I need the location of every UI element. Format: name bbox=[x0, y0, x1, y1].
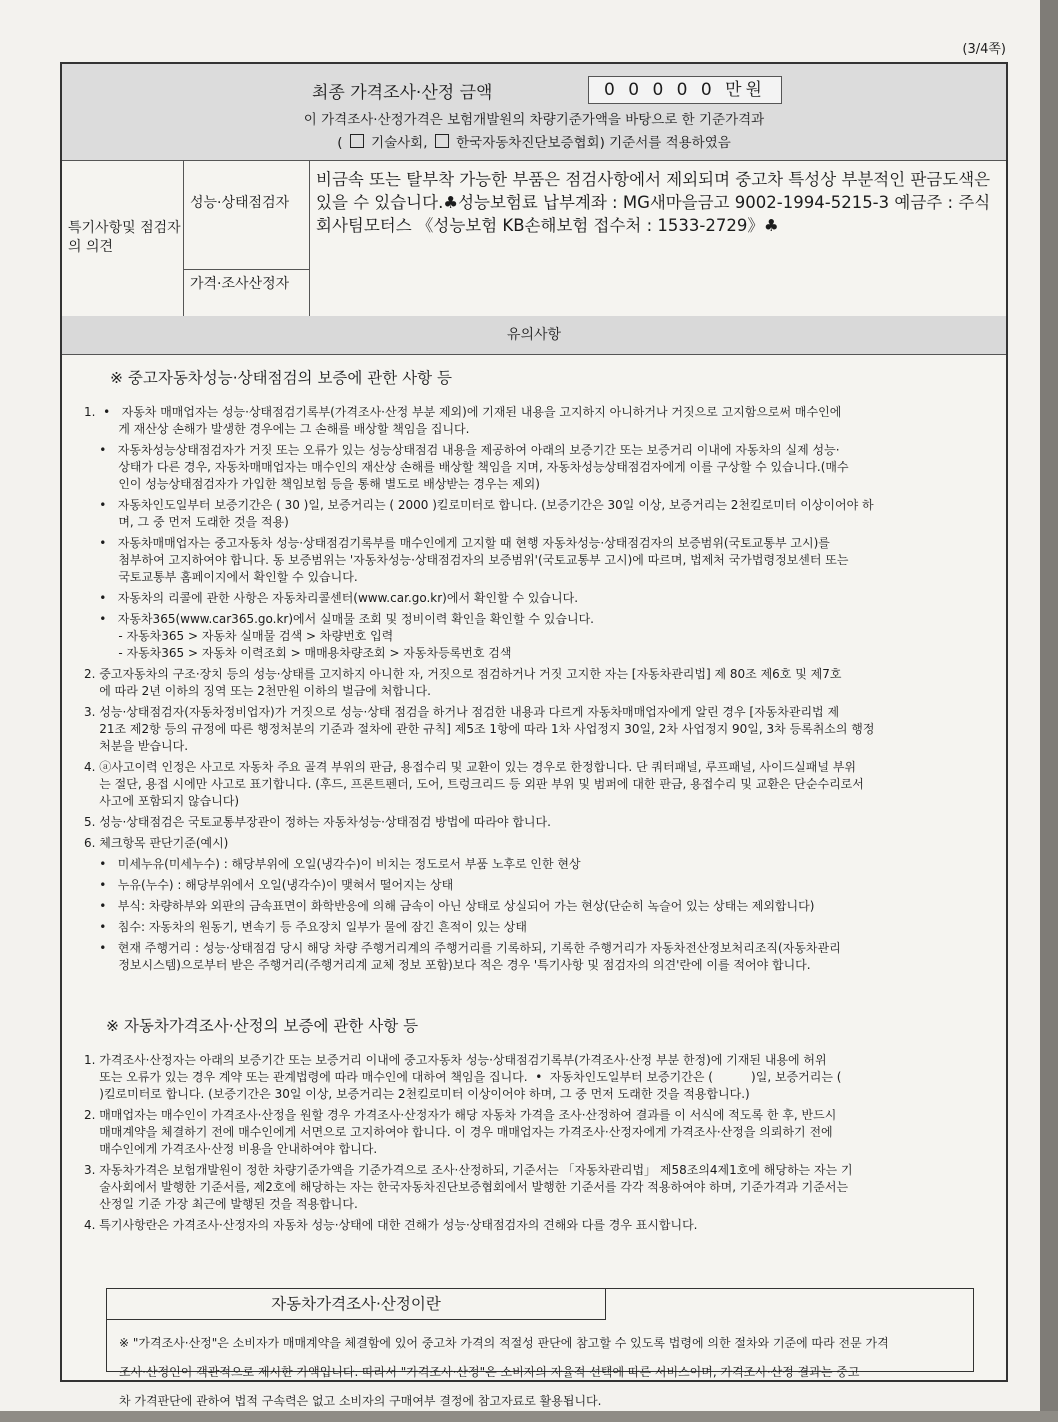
note-line: 21조 제2항 등의 규정에 따른 행정처분의 기준과 절차에 관한 규칙] 제5조 1항에 따라 1차 사업정지 30일, 2차 사업정지 90일, 3차 등록취소의 행정 bbox=[84, 722, 875, 736]
note-line: • 누유(누수) : 해당부위에서 오일(냉각수)이 맺혀서 떨어지는 상태 bbox=[84, 878, 454, 892]
note-line: 게 재산상 손해가 발생한 경우에는 그 손해를 배상할 책임을 집니다. bbox=[84, 422, 470, 436]
note-line: 4. 특기사항란은 가격조사·산정자의 자동차 성능·상태에 대한 견해가 성능·상태점검자의 견해와 다를 경우 표시합니다. bbox=[84, 1218, 698, 1232]
note-line: 2. 매매업자는 매수인이 가격조사·산정을 원할 경우 가격조사·산정자가 해당 자동차 가격을 조사·산정하여 결과를 이 서식에 적도록 한 후, 반드시 bbox=[84, 1108, 837, 1122]
note-line: • 현재 주행거리 : 성능·상태점검 당시 해당 차량 주행거리계의 주행거리를 기록하되, 기록한 주행거리가 자동차전산정보처리조직(자동차관리 bbox=[84, 941, 841, 955]
inspector-opinion-text: 비금속 또는 탈부착 가능한 부품은 점검사항에서 제외되며 중고차 특성상 부분적인 판금도색은 있을 수 있습니다.♣성능보험료 납부계좌 : MG새마을금고 9002-1994-5215-3 예금주 : 주식회사팀모터스 《성능보험 KB손해보험 접수처 : 1533-2729》♣ bbox=[316, 170, 991, 235]
note-line: )킬로미터로 합니다. (보증기간은 30일 이상, 보증거리는 2천킬로미터 이상이어야 하며, 그 중 먼저 도래한 것을 적용합니다.) bbox=[84, 1087, 750, 1101]
note-line: 사고에 포함되지 않습니다) bbox=[84, 794, 240, 808]
section1-notes bbox=[84, 404, 989, 974]
note-line: 처분을 받습니다. bbox=[84, 739, 189, 753]
inspector-label: 성능·상태점검자 bbox=[184, 160, 310, 270]
note-line: 3. 성능·상태점검자(자동차정비업자)가 거짓으로 성능·상태 점검을 하거나 점검한 내용과 다르게 자동차매매업자에게 알린 경우 [자동차관리법 제 bbox=[84, 705, 840, 719]
appraiser-label: 가격·조사산정자 bbox=[184, 270, 310, 316]
page-number: (3/4쪽) bbox=[962, 42, 1006, 57]
note-line: • 침수: 자동차의 원동기, 변속기 등 주요장치 일부가 물에 잠긴 흔적이 있는 상태 bbox=[84, 920, 527, 934]
note-line: 국토교통부 홈페이지에서 확인할 수 있습니다. bbox=[84, 570, 358, 584]
section2-title: ※ 자동차가격조사·산정의 보증에 관한 사항 등 bbox=[106, 1017, 419, 1035]
price-basis-text: 이 가격조사·산정가격은 보험개발원의 차량기준가액을 바탕으로 한 기준가격과 bbox=[303, 112, 765, 128]
note-line: 에 따라 2년 이하의 징역 또는 2천만원 이하의 벌금에 처합니다. bbox=[84, 684, 431, 698]
note-line: • 자동차의 리콜에 관한 사항은 자동차리콜센터(www.car.go.kr)에서 확인할 수 있습니다. bbox=[84, 591, 579, 605]
definition-box bbox=[106, 1288, 974, 1408]
note-line: 산정일 기준 가장 최근에 발행된 것을 적용합니다. bbox=[84, 1197, 358, 1211]
note-line: - 자동차365 > 자동차 실매물 검색 > 차량번호 입력 bbox=[84, 629, 394, 643]
note-line: 3. 자동차가격은 보험개발원이 정한 차량기준가액을 기준가격으로 조사·산정하되, 기준서는 「자동차관리법」 제58조의4제1호에 해당하는 자는 기 bbox=[84, 1163, 853, 1177]
inspection-form bbox=[60, 62, 1008, 1408]
definition-title: 자동차가격조사·산정이란 bbox=[107, 1289, 606, 1320]
special-notes-section bbox=[62, 160, 1006, 317]
note-line: • 자동차인도일부터 보증기간은 ( 30 )일, 보증거리는 ( 2000 )킬로미터로 합니다. (보증기간은 30일 이상, 보증거리는 2천킬로미터 이상이어야 하 bbox=[84, 498, 874, 512]
note-line: 술사회에서 발행한 기준서를, 제2호에 해당하는 자는 한국자동차진단보증협회에서 발행한 기준서를 각각 적용하여야 하며, 기준가격과 기준서는 bbox=[84, 1180, 849, 1194]
note-line: ※ "가격조사·산정"은 소비자가 매매계약을 체결함에 있어 중고차 가격의 적절성 판단에 참고할 수 있도록 법령에 의한 절차와 기준에 따라 전문 가격 bbox=[119, 1336, 889, 1350]
note-line: 4. ⓐ사고이력 인정은 사고로 자동차 주요 골격 부위의 판금, 용접수리 및 교환이 있는 경우로 한정합니다. 단 쿼터패널, 루프패널, 사이드실패널 부위 bbox=[84, 760, 856, 774]
checkbox-diagnosis-association[interactable] bbox=[435, 134, 449, 148]
note-line: 또는 오류가 있는 경우 계약 또는 관계법령에 따라 매수인에 대하여 책임을 집니다. • 자동차인도일부터 보증기간은 ( )일, 보증거리는 ( bbox=[84, 1070, 842, 1084]
standard-options bbox=[62, 131, 1006, 151]
note-line: 상태가 다른 경우, 자동차매매업자는 매수인의 재산상 손해를 배상할 책임을 지며, 자동차성능상태점검자에게 이를 구상할 수 있습니다.(매수 bbox=[84, 460, 849, 474]
note-line: 조사·산정인이 객관적으로 제시한 가액입니다. 따라서 "가격조사·산정"은 소비자의 자율적 선택에 따른 서비스이며, 가격조사·산정 결과는 중고 bbox=[119, 1365, 860, 1379]
note-line: 며, 그 중 먼저 도래한 것을 적용) bbox=[84, 515, 289, 529]
note-line: 6. 체크항목 판단기준(예시) bbox=[84, 836, 229, 850]
option-diagnosis-association: 한국자동차진단보증협회) 기준서를 적용하였음 bbox=[456, 135, 731, 151]
note-line: • 부식: 차량하부와 외판의 금속표면이 화학반응에 의해 금속이 아닌 상태로 상실되어 가는 현상(단순히 녹슬어 있는 상태는 제외합니다) bbox=[84, 899, 815, 913]
note-line: - 자동차365 > 자동차 이력조회 > 매매용차량조회 > 자동차등록번호 검색 bbox=[84, 646, 512, 660]
final-price-title: 최종 가격조사·산정 금액 bbox=[312, 83, 493, 103]
note-line: • 자동차매매업자는 중고자동차 성능·상태점검기록부를 매수인에게 고지할 때 현행 자동차성능·상태점검자의 보증범위(국토교통부 고시)를 bbox=[84, 536, 830, 550]
note-line: 는 절단, 용접 시에만 사고로 표기합니다. (후드, 프론트펜더, 도어, 트렁크리드 등 외판 부위 및 범퍼에 대한 판금, 용접수리 및 교환은 단순수리로서 bbox=[84, 777, 864, 791]
note-line: 정보시스템)으로부터 받은 주행거리(주행거리계 교체 정보 포함)보다 적은 경우 '특기사항 및 점검자의 의견'란에 이를 적어야 합니다. bbox=[84, 958, 811, 972]
note-line: • 자동차365(www.car365.go.kr)에서 실매물 조회 및 정비이력 확인을 확인할 수 있습니다. bbox=[84, 612, 594, 626]
note-line: 매수인에게 가격조사·산정 비용을 안내하여야 합니다. bbox=[84, 1142, 378, 1156]
note-line: • 미세누유(미세누수) : 해당부위에 오일(냉각수)이 비치는 정도로서 부품 노후로 인한 현상 bbox=[84, 857, 581, 871]
notice-heading: 유의사항 bbox=[62, 316, 1006, 355]
section1-title: ※ 중고자동차성능·상태점검의 보증에 관한 사항 등 bbox=[110, 369, 453, 387]
note-line: 인이 성능상태점검자가 가입한 책임보험 등을 통해 별도로 배상받는 경우는 제외) bbox=[84, 477, 540, 491]
note-line: 첨부하여 고지하여야 합니다. 동 보증범위는 '자동차성능·상태점검자의 보증범위'(국토교통부 고시)에 따르며, 법제처 국가법령정보센터 또는 bbox=[84, 553, 849, 567]
note-line: 2. 중고자동차의 구조·장치 등의 성능·상태를 고지하지 아니한 자, 거짓으로 점검하거나 거짓 고지한 자는 [자동차관리법] 제 80조 제6호 및 제7호 bbox=[84, 667, 842, 681]
note-line: 매매계약을 체결하기 전에 매수인에게 서면으로 고지하여야 합니다. 이 경우 매매업자는 가격조사·산정자에게 가격조사·산정을 의뢰하기 전에 bbox=[84, 1125, 833, 1139]
options-open-paren: ( bbox=[337, 135, 343, 151]
note-line: • 자동차성능상태점검자가 거짓 또는 오류가 있는 성능상태점검 내용을 제공하여 아래의 보증기간 또는 보증거리 이내에 자동차의 실제 성능· bbox=[84, 443, 840, 457]
special-notes-label: 특기사항및 점검자의 의견 bbox=[62, 160, 184, 316]
note-line: 차 가격판단에 관하여 법적 구속력은 없고 소비자의 구매여부 결정에 참고자료로 활용됩니다. bbox=[119, 1394, 602, 1408]
page-edge bbox=[1040, 0, 1058, 1411]
checkbox-engineers-association[interactable] bbox=[350, 134, 364, 148]
final-price-amount: 0 0 0 0 0 만원 bbox=[588, 76, 782, 104]
definition-text bbox=[119, 1323, 965, 1422]
price-header bbox=[62, 64, 1006, 161]
note-line: 5. 성능·상태점검은 국토교통부장관이 정하는 자동차성능·상태점검 방법에 따라야 합니다. bbox=[84, 815, 551, 829]
note-line: 1. 가격조사·산정자는 아래의 보증기간 또는 보증거리 이내에 중고자동차 성능·상태점검기록부(가격조사·산정 부분 한정)에 기재된 내용에 허위 bbox=[84, 1053, 827, 1067]
section2-notes bbox=[84, 1052, 989, 1234]
option-engineers-association: 기술사회, bbox=[371, 135, 428, 151]
note-line: 1. • 자동차 매매업자는 성능·상태점검기록부(가격조사·산정 부분 제외)에 기재된 내용을 고지하지 아니하거나 거짓으로 고지함으로써 매수인에 bbox=[84, 405, 842, 419]
